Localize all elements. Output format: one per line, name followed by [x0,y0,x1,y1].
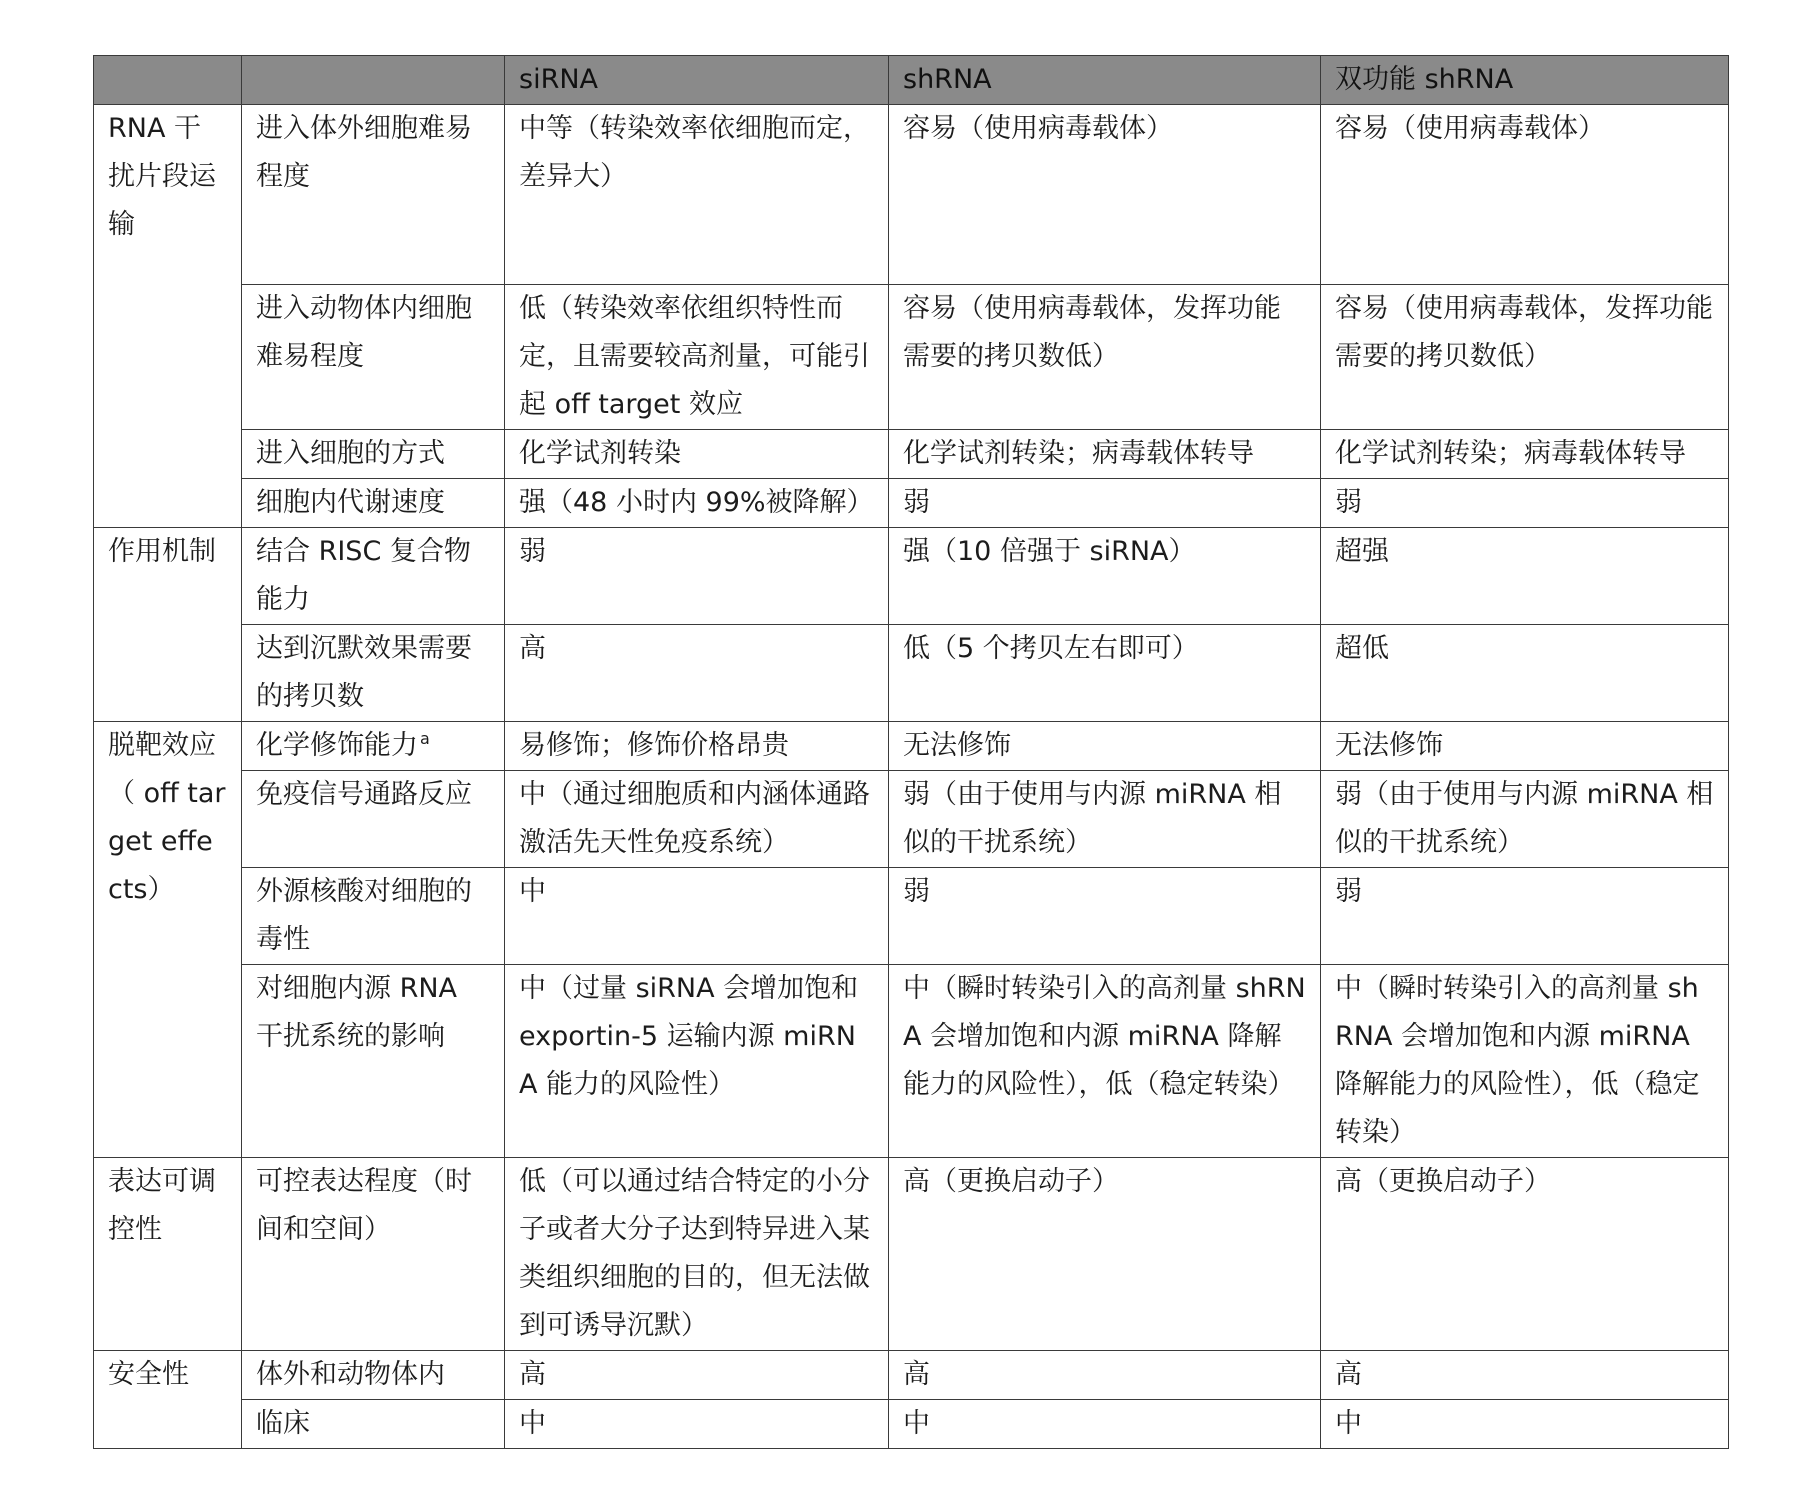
aspect-cell: 进入体外细胞难易程度 [242,105,505,285]
aspect-cell: 进入细胞的方式 [242,430,505,479]
table-row [94,285,1729,430]
header-row [94,56,1729,105]
aspect-cell: 进入动物体内细胞难易程度 [242,285,505,430]
shrna-cell: 高（更换启动子） [889,1158,1321,1351]
category-cell: 表达可调控性 [94,1158,242,1351]
sirna-cell: 中（通过细胞质和内涵体通路激活先天性免疫系统） [505,771,889,868]
table-row [94,1400,1729,1449]
shrna-cell: 弱 [889,868,1321,965]
sirna-cell: 中等（转染效率依细胞而定，差异大） [505,105,889,285]
shrna-cell: 弱 [889,479,1321,528]
shrna-cell: 弱（由于使用与内源 miRNA 相似的干扰系统） [889,771,1321,868]
category-cell: RNA 干扰片段运输 [94,105,242,528]
aspect-cell: 临床 [242,1400,505,1449]
table-row [94,528,1729,625]
table-row [94,868,1729,965]
bifunctional-cell: 中 [1321,1400,1729,1449]
bifunctional-cell: 弱 [1321,868,1729,965]
bifunctional-cell: 高（更换启动子） [1321,1158,1729,1351]
bifunctional-cell: 化学试剂转染；病毒载体转导 [1321,430,1729,479]
aspect-cell: 细胞内代谢速度 [242,479,505,528]
header-bifunctional-shrna: 双功能 shRNA [1321,56,1729,105]
table-row [94,105,1729,285]
bifunctional-cell: 弱（由于使用与内源 miRNA 相似的干扰系统） [1321,771,1729,868]
table-row [94,479,1729,528]
shrna-cell: 低（5 个拷贝左右即可） [889,625,1321,722]
shrna-cell: 化学试剂转染；病毒载体转导 [889,430,1321,479]
table-row [94,1158,1729,1351]
shrna-cell: 强（10 倍强于 siRNA） [889,528,1321,625]
table-row [94,965,1729,1158]
shrna-cell: 高 [889,1351,1321,1400]
bifunctional-cell: 容易（使用病毒载体） [1321,105,1729,285]
aspect-cell [242,722,505,771]
bifunctional-cell: 超低 [1321,625,1729,722]
table-row [94,430,1729,479]
table-row [94,625,1729,722]
sirna-cell: 中 [505,1400,889,1449]
header-shrna: shRNA [889,56,1321,105]
table-row [94,771,1729,868]
sirna-cell: 中 [505,868,889,965]
bifunctional-cell: 中（瞬时转染引入的高剂量 shRNA 会增加饱和内源 miRNA 降解能力的风险性），低（稳定转染） [1321,965,1729,1158]
aspect-cell: 体外和动物体内 [242,1351,505,1400]
sirna-cell: 高 [505,625,889,722]
sirna-cell: 强（48 小时内 99%被降解） [505,479,889,528]
table-row [94,1351,1729,1400]
comparison-table-container [93,55,1728,1449]
shrna-cell: 中 [889,1400,1321,1449]
sirna-cell: 低（可以通过结合特定的小分子或者大分子达到特异进入某类组织细胞的目的，但无法做到可诱导沉默） [505,1158,889,1351]
aspect-cell: 达到沉默效果需要的拷贝数 [242,625,505,722]
table-row [94,722,1729,771]
bifunctional-cell: 容易（使用病毒载体，发挥功能需要的拷贝数低） [1321,285,1729,430]
aspect-cell: 外源核酸对细胞的毒性 [242,868,505,965]
bifunctional-cell: 超强 [1321,528,1729,625]
aspect-cell: 可控表达程度（时间和空间） [242,1158,505,1351]
bifunctional-cell: 弱 [1321,479,1729,528]
shrna-cell: 中（瞬时转染引入的高剂量 shRNA 会增加饱和内源 miRNA 降解能力的风险性），低（稳定转染） [889,965,1321,1158]
category-cell: 安全性 [94,1351,242,1449]
sirna-cell: 低（转染效率依组织特性而定，且需要较高剂量，可能引起 off target 效应 [505,285,889,430]
sirna-cell: 易修饰；修饰价格昂贵 [505,722,889,771]
category-cell: 脱靶效应（ off target effects） [94,722,242,1158]
sirna-cell: 化学试剂转染 [505,430,889,479]
shrna-cell: 容易（使用病毒载体） [889,105,1321,285]
sirna-cell: 弱 [505,528,889,625]
header-category [94,56,242,105]
header-sirna: siRNA [505,56,889,105]
header-aspect [242,56,505,105]
bifunctional-cell: 高 [1321,1351,1729,1400]
comparison-table [93,55,1729,1449]
sirna-cell: 中（过量 siRNA 会增加饱和 exportin-5 运输内源 miRNA 能力的风险性） [505,965,889,1158]
aspect-cell: 结合 RISC 复合物能力 [242,528,505,625]
footnote-marker: a [420,729,430,748]
sirna-cell: 高 [505,1351,889,1400]
shrna-cell: 容易（使用病毒载体，发挥功能需要的拷贝数低） [889,285,1321,430]
aspect-cell: 免疫信号通路反应 [242,771,505,868]
bifunctional-cell: 无法修饰 [1321,722,1729,771]
shrna-cell: 无法修饰 [889,722,1321,771]
category-cell: 作用机制 [94,528,242,722]
aspect-cell: 对细胞内源 RNA 干扰系统的影响 [242,965,505,1158]
aspect-text: 化学修饰能力 [256,730,418,761]
